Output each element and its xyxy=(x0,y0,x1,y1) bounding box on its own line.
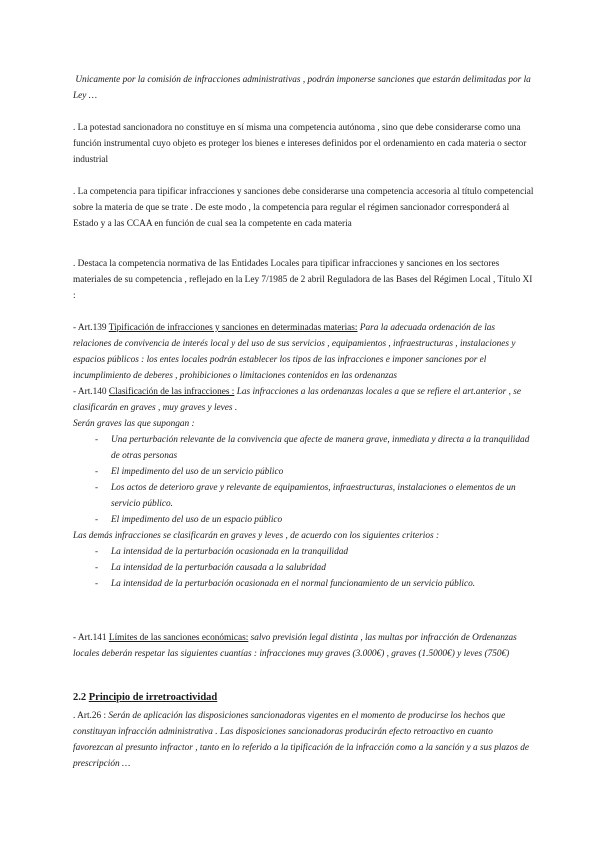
article-141 xyxy=(73,630,535,662)
article-141-prefix: - Art.141 xyxy=(73,633,109,643)
list-item: - La intensidad de la perturbación ocasionada en el normal funcionamiento de un servicio público. xyxy=(95,576,535,592)
article-26-prefix: . Art.26 : xyxy=(73,711,109,721)
section-heading xyxy=(73,690,535,706)
list-item: - Una perturbación relevante de la convivencia que afecte de manera grave, inmediata y directa a la tranquilidad de otras personas xyxy=(95,432,535,464)
intro-paragraph xyxy=(73,72,535,104)
article-139-prefix: - Art.139 xyxy=(73,323,109,333)
list-item: - El impedimento del uso de un servicio público xyxy=(95,464,535,480)
article-140-body: Las infracciones a las ordenanzas locales a que se refiere el art.anterior , se clasificarán en graves , muy graves y leves . xyxy=(73,387,521,413)
list-item: - La intensidad de la perturbación ocasionada en la tranquilidad xyxy=(95,544,535,560)
section-title: Principio de irretroactividad xyxy=(88,692,218,703)
list-item: - El impedimento del uso de un espacio público xyxy=(95,512,535,528)
paragraph-potestad: . La potestad sancionadora no constituye en sí misma una competencia autónoma , sino que debe considerarse como una función instrumental cuyo objeto es proteger los bienes e intereses definidos por el ordenamiento en cada materia o sector industrial xyxy=(73,123,527,165)
criterios-intro: Las demás infracciones se clasificarán en graves y leves , de acuerdo con los siguientes criterios : xyxy=(73,531,440,541)
paragraph-entidades-locales: . Destaca la competencia normativa de las Entidades Locales para tipificar infracciones y sanciones en los sectores materiales de su competencia , reflejado en la Ley 7/1985 de 2 abril Reguladora de las Bases del Régimen Local , Título XI : xyxy=(73,259,533,301)
article-141-title: Límites de las sanciones económicas: xyxy=(108,633,249,643)
intro-text: Unicamente por la comisión de infracciones administrativas , podrán imponerse sanciones que estarán delimitadas por la Ley … xyxy=(73,75,531,101)
article-139-body: Para la adecuada ordenación de las relaciones de convivencia de interés local y del uso de sus servicios , equipamientos , infraestructuras , instalaciones y espacios públicos : los entes locales podrán establecer los tipos de las infracciones e imponer sanciones por el incumplimiento de deberes , prohibiciones o limitaciones contenidos en las ordenanzas xyxy=(73,323,516,381)
graves-intro: Serán graves las que supongan : xyxy=(73,419,195,429)
list-item: - La intensidad de la perturbación causada a la salubridad xyxy=(95,560,535,576)
article-140-prefix: - Art.140 xyxy=(73,387,109,397)
article-141-body: salvo previsión legal distinta , las multas por infracción de Ordenanzas locales deberán respetar las siguientes cuantías : infracciones muy graves (3.000€) , graves (1.5000€) y leves (750€) xyxy=(73,633,517,659)
article-140 xyxy=(73,384,535,592)
criterios-list xyxy=(73,544,535,592)
article-139-title: Tipificación de infracciones y sanciones en determinadas materias: xyxy=(108,323,358,333)
list-item: - Los actos de deterioro grave y relevante de equipamientos, infraestructuras, instalaciones o elementos de un servicio público. xyxy=(95,480,535,512)
paragraph-competencia: . La competencia para tipificar infracciones y sanciones debe considerarse una competencia accesoria al título competencial sobre la materia de que se trate . De este modo , la competencia para regular el régimen sancionador corresponderá al Estado y a las CCAA en función de cual sea la competente en cada materia xyxy=(73,187,534,229)
article-26 xyxy=(73,708,535,772)
section-number: 2.2 xyxy=(73,692,89,703)
article-140-title: Clasificación de las infracciones : xyxy=(108,387,235,397)
article-26-body: Serán de aplicación las disposiciones sancionadoras vigentes en el momento de producirse los hechos que constituyan infracción administrativa . Las disposiciones sancionadoras producirán efecto retroactivo en cuanto favorezcan al presunto infractor , tanto en lo referido a la tipificación de la infracción como a la sanción y a sus plazos de prescripción … xyxy=(73,711,530,769)
article-139 xyxy=(73,320,535,384)
graves-list xyxy=(73,432,535,528)
article-140-heading xyxy=(73,384,535,416)
